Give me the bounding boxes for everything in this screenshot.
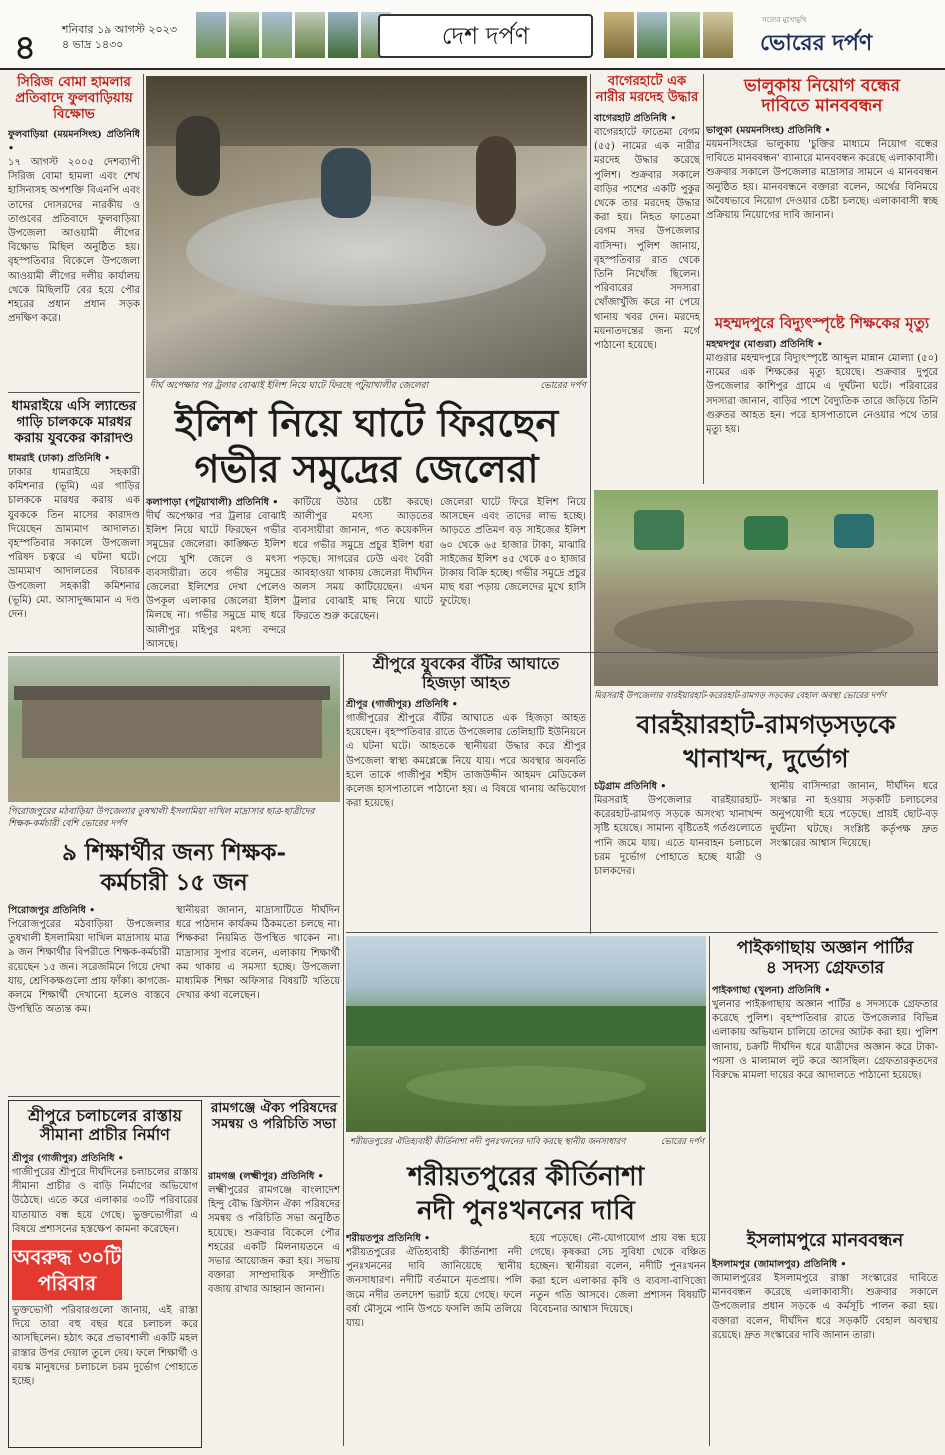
woman-body-headline: বাগেরহাটে এক নারীর মরদেহ উদ্ধার xyxy=(595,74,699,105)
dhamrai-text: ঢাকার ধামরাইয়ে সহকারী কমিশনার (ভূমি) এর গাড়ির চালককে মারধর করায় এক যুবককে তিন মাসের কারাদণ্ড দিয়েছেন ভ্রাম্যমাণ আদালত। বৃহস্পতিবার সকালে উপজেলা পরিষদ চত্বরে এ ঘটনা ঘটে। ভ্রাম্যমাণ আদালতের বিচারক উপজেলা সহকারী কমিশনার (ভূমি) মো. আসাদুজ্জামান এ দণ্ড দেন। xyxy=(8,467,140,621)
divider xyxy=(8,392,140,393)
bhaluka-byline: ভালুকা (ময়মনসিংহ) প্রতিনিধি • xyxy=(706,125,831,136)
kirtinasha-col1: শরীয়তপুর প্রতিনিধি • শরীয়তপুরের ঐতিহ্যবাহী কীর্তিনাশা নদী পুনঃখননের দাবি জানিয়েছে স্থানীয় জনসাধারণ। নদীটি বর্তমানে মৃতপ্রায়। পলি জমে নদীর তলদেশ ভরাট হয়ে গেছে। ফলে বর্ষা মৌসুমে পানি উপচে ফসলি জমি তলিয়ে যায়। xyxy=(346,1233,522,1330)
hilsa-photo xyxy=(146,76,587,378)
nine-students-byline: পিরোজপুর প্রতিনিধি • xyxy=(8,905,96,916)
bhaluka-body: ভালুকা (ময়মনসিংহ) প্রতিনিধি • ময়মনসিংহের ভালুকায় 'চুক্তির মাধ্যমে নিয়োগ বন্ধের দাবিতে মানববন্ধন' ব্যানারে মানববন্ধন করেছে এলাকাবাসী। শুক্রবার সকালে উপজেলার মাদ্রাসার সামনে এ মানববন্ধন অনুষ্ঠিত হয়। মানববন্ধনে বক্তারা বলেন, অর্থের বিনিময়ে অবৈধভাবে নিয়োগ দেওয়ার চেষ্টা চলছে। এলাকাবাসী স্বচ্ছ প্রক্রিয়ায় নিয়োগের দাবি জানান। xyxy=(706,125,938,222)
date-bengali: ৪ ভাদ্র ১৪৩০ xyxy=(62,38,124,51)
hilsa-photo-caption: দীর্ঘ অপেক্ষার পর ট্রলার বোঝাই ইলিশ নিয়ে ঘাটে ফিরছে পটুয়াখালীর জেলেরা xyxy=(150,381,429,391)
serial-blast-headline: সিরিজ বোমা হামলার প্রতিবাদে ফুলবাড়িয়ায় বিক্ষোভ xyxy=(15,74,133,123)
barayarhat-col2: স্থানীয় বাসিন্দারা জানান, দীর্ঘদিন ধরে সংস্কার না হওয়ায় সড়কটি চলাচলের অনুপযোগী হয়ে পড়েছে। প্রায়ই ছোট-বড় দুর্ঘটনা ঘটছে। সংশ্লিষ্ট কর্তৃপক্ষ দ্রুত সংস্কারের আশ্বাস দিয়েছে। xyxy=(770,781,938,849)
dhamrai-headline: ধামরাইয়ে এসি ল্যান্ডের গাড়ি চালককে মারধর করায় যুবকের কারাদণ্ড xyxy=(11,398,137,447)
hilsa-headline xyxy=(146,400,587,492)
mohammadpur-headline: মহম্মদপুরে বিদ্যুৎস্পৃষ্টে শিক্ষকের মৃত্যু xyxy=(714,314,930,332)
paikgachha-byline: পাইকগাছা (খুলনা) প্রতিনিধি • xyxy=(712,985,831,996)
islampur-body: ইসলামপুর (জামালপুর) প্রতিনিধি • জামালপুরের ইসলামপুরে রাস্তা সংস্কারের দাবিতে মানববন্ধন করেছে এলাকাবাসী। শুক্রবার সকালে উপজেলার প্রধান সড়কে এ কর্মসূচি পালন করা হয়। বক্তারা বলেন, দীর্ঘদিন ধরে সড়কটি বেহাল অবস্থায় রয়েছে। দ্রুত সংস্কারের দাবি জানান তারা। xyxy=(712,1259,938,1341)
column-rule xyxy=(709,936,710,1446)
sripur-wall-headline: শ্রীপুরে চলাচলের রাস্তায় সীমানা প্রাচীর নির্মাণ xyxy=(28,1106,182,1145)
serial-blast-text: ১৭ আগস্ট ২০০৫ দেশব্যাপী সিরিজ বোমা হামলা এবং শেখ হাসিনাসহ অপশক্তি বিএনপি এবং তাদের দোসরদের নারকীয় ও তাণ্ডবের প্রতিবাদে ফুলবাড়িয়া উপজেলা আওয়ামী লীগের বিক্ষোভ মিছিল অনুষ্ঠিত হয়। বৃহস্পতিবার বিকেলে উপজেলা আওয়ামী লীগের দলীয় কার্যালয় থেকে মিছিলটি বের হয়ে পৌর শহরের প্রধান প্রধান সড়ক প্রদক্ষিণ করে। xyxy=(8,157,140,325)
woman-body-byline: বাগেরহাট প্রতিনিধি • xyxy=(594,113,677,124)
dhamrai-body xyxy=(8,452,140,648)
paper-logo: ভোরের দর্পণ xyxy=(760,31,873,56)
row-rule xyxy=(346,932,938,933)
kirtinasha-byline: শরীয়তপুর প্রতিনিধি • xyxy=(346,1233,431,1244)
date-gregorian: শনিবার ১৯ আগস্ট ২০২৩ xyxy=(62,23,177,36)
column-rule xyxy=(143,74,144,650)
ramganj-body: রামগঞ্জ (লক্ষ্মীপুর) প্রতিনিধি • লক্ষ্মীপুরের রামগঞ্জে বাংলাদেশ হিন্দু বৌদ্ধ খ্রিস্টান ঐক্য পরিষদের সমন্বয় ও পরিচিতি সভা অনুষ্ঠিত হয়েছে। শুক্রবার বিকেলে পৌর শহরের একটি মিলনায়তনে এ সভার আয়োজন করা হয়। সভায় বক্তারা সাম্প্রদায়িক সম্প্রীতি বজায় রাখার আহ্বান জানান। xyxy=(208,1171,340,1296)
page-number: ৪ xyxy=(14,28,37,68)
date-block xyxy=(62,22,177,52)
nine-students-col2: স্থানীয়রা জানান, মাদ্রাসাটিতে দীর্ঘদিন ধরে পাঠদান কার্যক্রম ঠিকমতো চলছে না। শিক্ষকরা নিয়মিত উপস্থিত থাকেন না। মাদ্রাসার সুপার বলেন, এলাকায় শিক্ষার্থী কম থাকায় এ সমস্যা হচ্ছে। উপজেলা মাধ্যমিক শিক্ষা অফিসার বিষয়টি খতিয়ে দেখার কথা বলেছেন। xyxy=(176,905,340,1002)
nine-students-headline: ৯ শিক্ষার্থীর জন্য শিক্ষক- কর্মচারী ১৫ জন xyxy=(62,839,286,896)
sripur-wall-byline: শ্রীপুর (গাজীপুর) প্রতিনিধি • xyxy=(12,1153,124,1164)
road-photo xyxy=(594,490,938,686)
hilsa-col1: কলাপাড়া (পটুয়াখালী) প্রতিনিধি • দীর্ঘ অপেক্ষার পর ট্রলার বোঝাই ইলিশ নিয়ে ঘাটে ফিরছেন গভীর সমুদ্রের জেলেরা। কাঙ্ক্ষিত ইলিশ পেয়ে খুশি জেলে ও মৎস্য ব্যবসায়ীরা। তবে গভীর সমুদ্রের জেলেরা ইলিশের দেখা পেলেও উপকূল এলাকার জেলেরা ইলিশ মিলছে না। গভীর সমুদ্রে মাছ ধরে আলীপুর মহিপুর মৎস্য বন্দরে আসছে। xyxy=(146,497,286,650)
row-rule xyxy=(8,652,938,653)
school-photo-caption: পিরোজপুরের মঠবাড়িয়া উপজেলার তুষখালী ইসলামিয়া দাখিল মাদ্রাসার ছাত্র-ছাত্রীদের শিক্ষক-কর্মচারী বেশি ভোরের দর্পণ xyxy=(8,807,315,829)
barayarhat-byline: চট্টগ্রাম প্রতিনিধি • xyxy=(594,781,667,792)
paikgachha-headline: পাইকগাছায় অজ্ঞান পার্টির ৪ সদস্য গ্রেফতার xyxy=(736,938,914,979)
paikgachha-body: পাইকগাছা (খুলনা) প্রতিনিধি • খুলনার পাইকগাছায় অজ্ঞান পার্টির ৪ সদস্যকে গ্রেফতার করেছে পুলিশ। বৃহস্পতিবার রাতে উপজেলার বিভিন্ন এলাকায় অভিযান চালিয়ে তাদের আটক করা হয়। পুলিশ জানায়, চক্রটি দীর্ঘদিন ধরে যাত্রীদের অজ্ঞান করে টাকা-পয়সা ও মালামাল লুট করে আসছিল। গ্রেফতারকৃতদের বিরুদ্ধে মামলা দায়ের করে আদালতে পাঠানো হয়েছে। xyxy=(712,985,938,1082)
kirtinasha-col2: হয়ে পড়েছে। নৌ-যোগাযোগ প্রায় বন্ধ হয়ে গেছে। কৃষকরা সেচ সুবিধা থেকে বঞ্চিত হচ্ছেন। স্থানীয়রা বলেন, নদীটি পুনঃখনন করা হলে এলাকার কৃষি ও ব্যবসা-বাণিজ্যে নতুন গতি আসবে। জেলা প্রশাসন বিষয়টি বিবেচনার আশ্বাস দিয়েছে। xyxy=(530,1233,706,1316)
kirtinasha-headline: শরীয়তপুরের কীর্তিনাশা নদী পুনঃখননের দাবি xyxy=(407,1162,645,1226)
column-rule xyxy=(590,74,591,934)
hilsa-photo-credit: ভোরের দর্পণ xyxy=(540,381,586,391)
hilsa-headline-line1: ইলিশ নিয়ে ঘাটে ফিরছেন xyxy=(174,400,559,445)
bhaluka-headline: ভালুকায় নিয়োগ বন্ধের দাবিতে মানববন্ধন xyxy=(744,76,900,117)
school-photo xyxy=(8,656,340,802)
paper-tagline: সত্যের মুখোমুখি xyxy=(762,16,807,24)
dhamrai-byline: ধামরাই (ঢাকা) প্রতিনিধি • xyxy=(8,453,111,464)
woman-body-body: বাগেরহাট প্রতিনিধি • বাগেরহাটে ফাতেমা বেগম (৫৫) নামের এক নারীর মরদেহ উদ্ধার করেছে পুলিশ। শুক্রবার সকালে বাড়ির পাশের একটি পুকুর থেকে তার মরদেহ উদ্ধার করা হয়। নিহত ফাতেমা বেগম সদর উপজেলার বাসিন্দা। পুলিশ জানায়, বৃহস্পতিবার রাত থেকে তিনি নিখোঁজ ছিলেন। পরিবারের সদস্যরা খোঁজাখুঁজি করে না পেয়ে থানায় খবর দেন। মরদেহ ময়নাতদন্তের জন্য মর্গে পাঠানো হয়েছে। xyxy=(594,113,700,352)
header-photo-strip-right xyxy=(604,12,733,58)
barayarhat-headline: বারইয়ারহাট-রামগড়সড়কে খানাখন্দ, দুর্ভোগ xyxy=(636,710,896,773)
sripur-hijra-byline: শ্রীপুর (গাজীপুর) প্রতিনিধি • xyxy=(346,699,458,710)
road-photo-caption: মিরসরাই উপজেলার বারইয়ারহাট-করেরহাট-রামগড় সড়কের বেহাল অবস্থা ভোরের দর্পণ xyxy=(594,691,887,701)
hilsa-col3: জেলেরা ঘাটে ফিরে ইলিশ নিয়ে আসছেন এবং তাদের লাভ হচ্ছে। আড়তে প্রতিমণ বড় সাইজের ইলিশ ৬০ থেকে ৬৫ হাজার টাকা, মাঝারি সাইজের ইলিশ ৪৫ থেকে ৫০ হাজার টাকায় বিক্রি হচ্ছে। গভীর সমুদ্রে প্রচুর মাছ ধরা পড়ায় জেলেদের মুখে হাসি ফুটেছে। xyxy=(440,497,586,608)
serial-blast-body xyxy=(8,128,140,388)
islampur-byline: ইসলামপুর (জামালপুর) প্রতিনিধি • xyxy=(712,1259,847,1270)
mohammadpur-body: মহম্মদপুর (মাগুরা) প্রতিনিধি • মাগুরার মহম্মদপুরে বিদ্যুৎস্পৃষ্টে আব্দুল মান্নান মোল্যা (৫০) নামের এক শিক্ষকের মৃত্যু হয়েছে। শুক্রবার দুপুরে উপজেলার কাশিপুর গ্রামে এ দুর্ঘটনা ঘটে। পরিবারের সদস্যরা জানান, বাড়ির পাশে বৈদ্যুতিক তারে জড়িয়ে তিনি গুরুতর আহত হন। পরে হাসপাতালে নেওয়ার পথে তার মৃত্যু হয়। xyxy=(706,339,938,436)
nine-students-col1: পিরোজপুর প্রতিনিধি • পিরোজপুরের মঠবাড়িয়া উপজেলার তুষখালী ইসলামিয়া দাখিল মাদ্রাসায় মাত্র ৯ জন শিক্ষার্থীর বিপরীতে শিক্ষক-কর্মচারী রয়েছেন ১৫ জন। সরেজমিনে গিয়ে দেখা যায়, শ্রেণিকক্ষগুলো প্রায় ফাঁকা। কাগজে-কলমে শিক্ষার্থী দেখানো হলেও বাস্তবে উপস্থিতি অত্যন্ত কম। xyxy=(8,905,170,1016)
ramganj-headline: রামগঞ্জে ঐক্য পরিষদের সমন্বয় ও পরিচিতি সভা xyxy=(210,1100,338,1133)
sripur-wall-body2: ভুক্তভোগী পরিবারগুলো জানায়, এই রাস্তা দিয়ে তারা বহু বছর ধরে চলাচল করে আসছিলেন। হঠাৎ করে প্রভাবশালী একটি মহল রাস্তার উপর দেয়াল তুলে দেয়। ফলে শিক্ষার্থী ও বয়স্ক মানুষদের চলাচলে চরম দুর্ভোগ পোহাতে হচ্ছে। xyxy=(12,1305,198,1388)
blocked-families-label: অবরুদ্ধ ৩০টি পরিবার xyxy=(12,1240,122,1300)
column-rule xyxy=(343,654,344,1446)
ramganj-byline: রামগঞ্জ (লক্ষ্মীপুর) প্রতিনিধি • xyxy=(208,1171,324,1182)
mohammadpur-byline: মহম্মদপুর (মাগুরা) প্রতিনিধি • xyxy=(706,339,823,350)
barayarhat-col1: চট্টগ্রাম প্রতিনিধি • মিরসরাই উপজেলার বারইয়ারহাট-করেরহাট-রামগড় সড়কে অসংখ্য খানাখন্দ সৃষ্টি হয়েছে। সামান্য বৃষ্টিতেই গর্তগুলোতে পানি জমে যায়। এতে যানবাহন চলাচলে চরম দুর্ভোগ পোহাতে হচ্ছে যাত্রী ও চালকদের। xyxy=(594,781,762,878)
hilsa-byline: কলাপাড়া (পটুয়াখালী) প্রতিনিধি • xyxy=(146,497,279,508)
hilsa-headline-line2: গভীর সমুদ্রের জেলেরা xyxy=(194,446,539,491)
serial-blast-byline: ফুলবাড়িয়া (ময়মনসিংহ) প্রতিনিধি • xyxy=(8,129,140,154)
sripur-hijra-headline: শ্রীপুরে যুবকের বঁটির আঘাতে হিজড়া আহত xyxy=(372,654,560,693)
row-rule xyxy=(8,1096,340,1097)
kirtinasha-photo xyxy=(346,936,706,1132)
header-photo-strip-left xyxy=(196,12,391,58)
sripur-hijra-body: শ্রীপুর (গাজীপুর) প্রতিনিধি • গাজীপুরের শ্রীপুরে বঁটির আঘাতে এক হিজড়া আহত হয়েছেন। বৃহস্পতিবার রাতে উপজেলার তেলিহাটি ইউনিয়নে এ ঘটনা ঘটে। আহতকে স্থানীয়রা উদ্ধার করে শ্রীপুর উপজেলা স্বাস্থ্য কমপ্লেক্সে নিয়ে যায়। পরে অবস্থার অবনতি হলে তাকে গাজীপুর শহীদ তাজউদ্দীন আহমদ মেডিকেল কলেজ হাসপাতালে পাঠানো হয়। এ বিষয়ে থানায় অভিযোগ করা হয়েছে। xyxy=(346,699,586,810)
islampur-headline: ইসলামপুরে মানববন্ধন xyxy=(746,1230,904,1251)
hilsa-col2: কাটিয়ে উঠার চেষ্টা করছে। আলীপুর মৎস্য আড়তের ব্যবসায়ীরা জানান, গত কয়েকদিন ধরে গভীর সমুদ্রে প্রচুর ইলিশ ধরা পড়ছে। সাগরের ঢেউ এবং বৈরী আবহাওয়া থাকায় জেলেরা দীর্ঘদিন অলস সময় কাটিয়েছেন। এখন ট্রলার বোঝাই মাছ নিয়ে ঘাটে ফিরতে শুরু করেছেন। xyxy=(293,497,433,622)
sripur-wall-body: শ্রীপুর (গাজীপুর) প্রতিনিধি • গাজীপুরের শ্রীপুরে দীর্ঘদিনের চলাচলের রাস্তায় সীমানা প্রাচীর ও বাড়ি নির্মাণের অভিযোগ উঠেছে। এতে করে এলাকার ৩০টি পরিবারের যাতায়াত বন্ধ হয়ে গেছে। ভুক্তভোগীরা এ বিষয়ে প্রশাসনের হস্তক্ষেপ কামনা করেছেন। xyxy=(12,1153,198,1235)
column-rule xyxy=(703,74,704,484)
kirtinasha-photo-credit: ভোরের দর্পণ xyxy=(660,1137,704,1147)
kirtinasha-photo-caption: শরীয়তপুরের ঐতিহ্যবাহী কীর্তিনাশা নদী পুনঃখননের দাবি করছে স্থানীয় জনসাধারণ xyxy=(350,1137,626,1147)
section-title: দেশ দর্পণ xyxy=(378,14,593,58)
